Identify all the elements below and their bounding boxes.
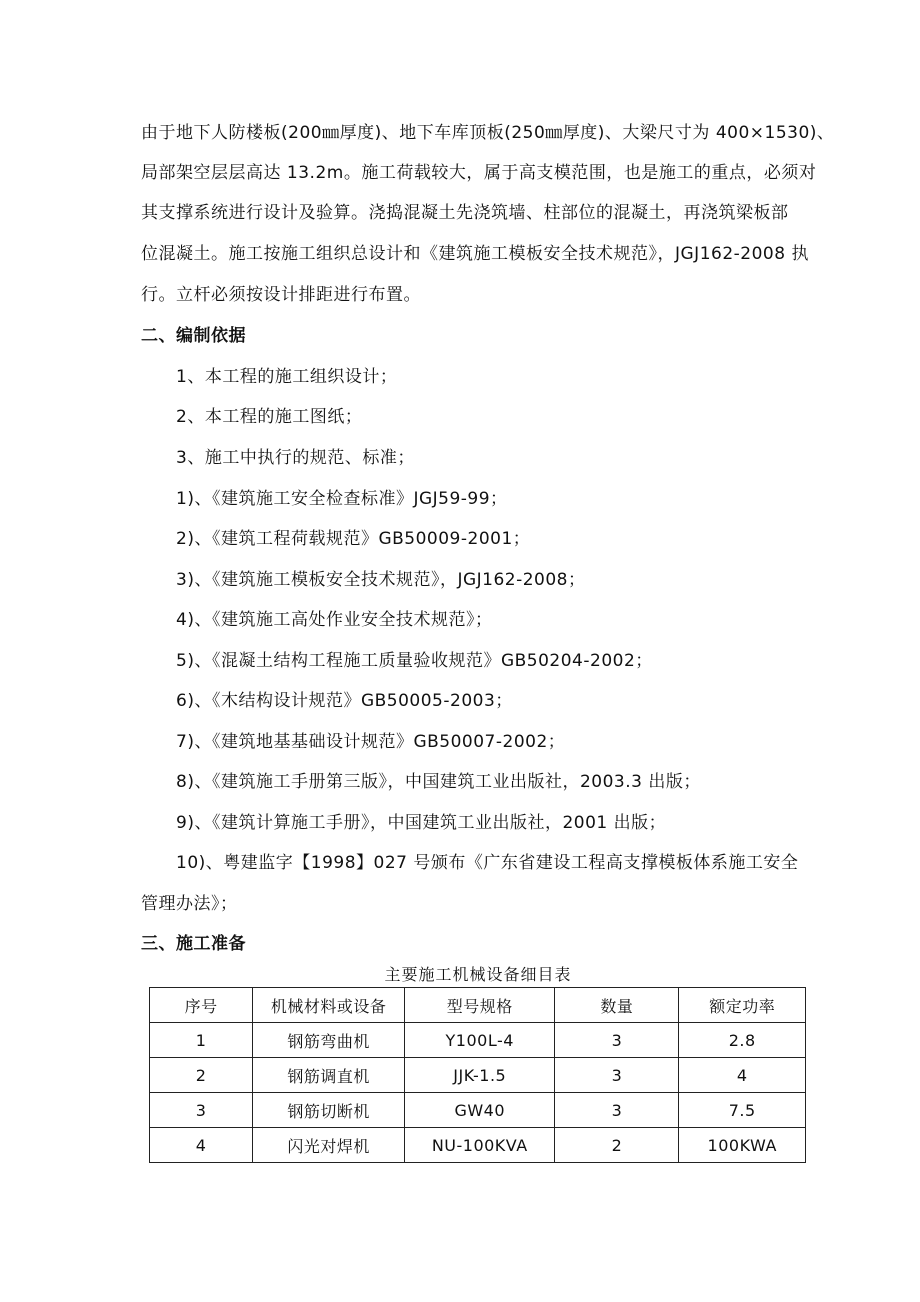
header-cell-quantity: 数量 — [555, 988, 679, 1023]
table-cell: 2 — [150, 1058, 253, 1093]
list-item-continuation: 管理办法》； — [141, 894, 238, 914]
header-cell-equipment: 机械材料或设备 — [253, 988, 405, 1023]
list-item: 7)、《建筑地基基础设计规范》GB50007-2002； — [176, 732, 566, 752]
list-item: 1、本工程的施工组织设计； — [176, 367, 398, 387]
list-item: 3、施工中执行的规范、标准； — [176, 448, 415, 468]
equipment-table — [149, 987, 806, 1163]
paragraph-line: 行。立杆必须按设计排距进行布置。 — [141, 285, 421, 305]
table-cell: 3 — [555, 1058, 679, 1093]
table-cell: 100KWA — [679, 1128, 806, 1163]
table-cell: 钢筋切断机 — [253, 1093, 405, 1128]
list-item: 4)、《建筑施工高处作业安全技术规范》； — [176, 610, 493, 630]
table-cell: 钢筋弯曲机 — [253, 1023, 405, 1058]
table-cell: Y100L-4 — [405, 1023, 555, 1058]
list-item: 10)、粤建监字【1998】027 号颁布《广东省建设工程高支撑模板体系施工安全 — [176, 853, 799, 873]
section-heading-basis: 二、编制依据 — [141, 326, 246, 346]
table-cell: 3 — [555, 1023, 679, 1058]
table-cell: JJK-1.5 — [405, 1058, 555, 1093]
table-cell: 1 — [150, 1023, 253, 1058]
table-cell: GW40 — [405, 1093, 555, 1128]
table-cell: NU-100KVA — [405, 1128, 555, 1163]
table-header-row — [150, 988, 806, 1023]
paragraph-line: 其支撑系统进行设计及验算。浇捣混凝土先浇筑墙、柱部位的混凝土，再浇筑梁板部 — [141, 203, 789, 223]
table-cell: 钢筋调直机 — [253, 1058, 405, 1093]
list-item: 2、本工程的施工图纸； — [176, 407, 363, 427]
table-row — [150, 1093, 806, 1128]
table-row — [150, 1023, 806, 1058]
table-cell: 3 — [555, 1093, 679, 1128]
table-row — [150, 1128, 806, 1163]
table-row — [150, 1058, 806, 1093]
header-cell-model: 型号规格 — [405, 988, 555, 1023]
header-cell-index: 序号 — [150, 988, 253, 1023]
section-heading-preparation: 三、施工准备 — [141, 934, 246, 954]
table-cell: 4 — [150, 1128, 253, 1163]
header-cell-power: 额定功率 — [679, 988, 806, 1023]
list-item: 9)、《建筑计算施工手册》，中国建筑工业出版社，2001 出版； — [176, 813, 667, 833]
table-cell: 2 — [555, 1128, 679, 1163]
paragraph-line: 由于地下人防楼板(200㎜厚度)、地下车库顶板(250㎜厚度)、大梁尺寸为 400×1530)、 — [141, 123, 835, 143]
table-cell: 2.8 — [679, 1023, 806, 1058]
list-item: 2)、《建筑工程荷载规范》GB50009-2001； — [176, 529, 531, 549]
list-item: 6)、《木结构设计规范》GB50005-2003； — [176, 691, 513, 711]
table-cell: 4 — [679, 1058, 806, 1093]
list-item: 1)、《建筑施工安全检查标准》JGJ59-99； — [176, 489, 508, 509]
paragraph-line: 位混凝土。施工按施工组织总设计和《建筑施工模板安全技术规范》，JGJ162-2008 执 — [141, 244, 809, 264]
list-item: 5)、《混凝土结构工程施工质量验收规范》GB50204-2002； — [176, 651, 653, 671]
table-cell: 闪光对焊机 — [253, 1128, 405, 1163]
table-cell: 7.5 — [679, 1093, 806, 1128]
table-caption: 主要施工机械设备细目表 — [384, 965, 572, 984]
list-item: 3)、《建筑施工模板安全技术规范》，JGJ162-2008； — [176, 570, 586, 590]
paragraph-line: 局部架空层层高达 13.2m。施工荷载较大，属于高支模范围，也是施工的重点，必须对 — [141, 163, 817, 183]
list-item: 8)、《建筑施工手册第三版》，中国建筑工业出版社，2003.3 出版； — [176, 772, 701, 792]
table-cell: 3 — [150, 1093, 253, 1128]
